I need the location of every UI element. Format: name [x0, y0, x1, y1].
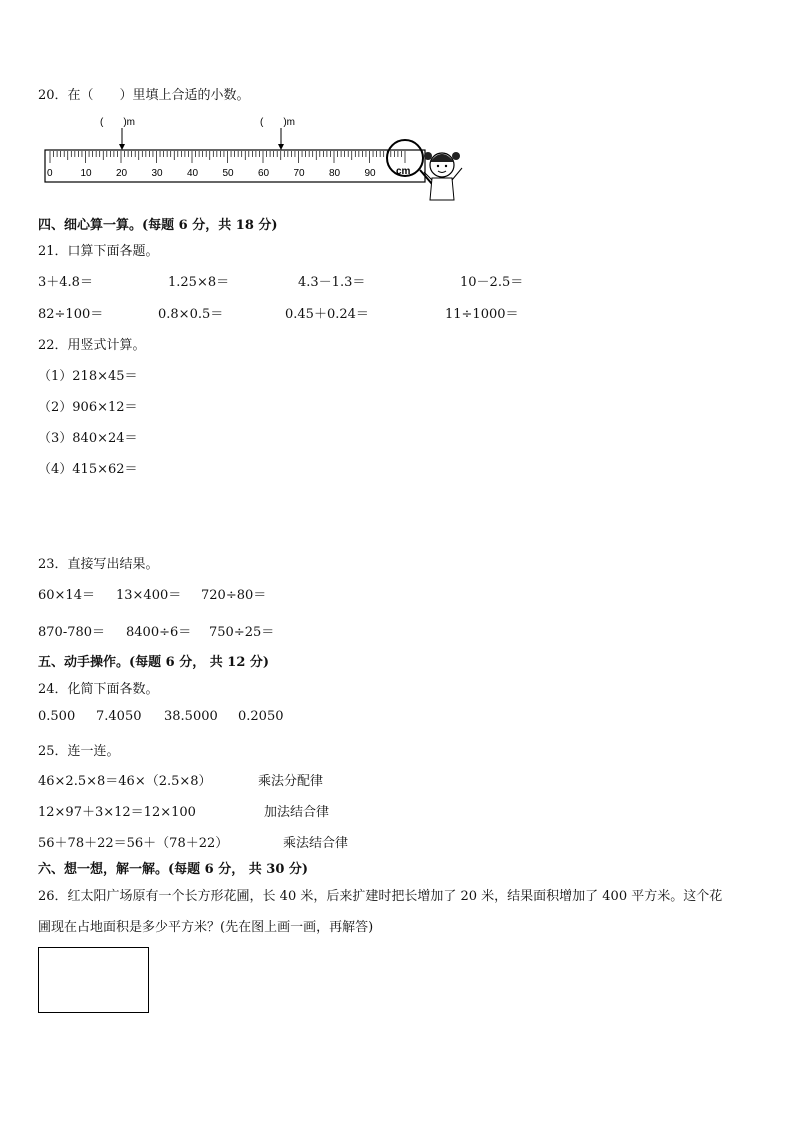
ruler-tick-label: 10: [80, 168, 92, 179]
q25-prompt: 25．连一连。: [38, 744, 120, 759]
q21-item: 0.8×0.5＝: [158, 307, 224, 322]
ruler-arrow-right-head: [278, 144, 284, 150]
q26-text-line2: 圃现在占地面积是多少平方米？(先在图上画一画，再解答): [38, 920, 374, 935]
q24-number: 7.4050: [96, 709, 142, 724]
girl-illustration: [424, 152, 462, 200]
q24-number: 0.2050: [238, 709, 284, 724]
q21-prompt: 21．口算下面各题。: [38, 244, 159, 259]
ruler-figure: [40, 110, 480, 205]
q24-prompt: 24．化简下面各数。: [38, 682, 159, 697]
q24-number: 38.5000: [164, 709, 218, 724]
q26-text-line1: 26．红太阳广场原有一个长方形花圃，长 40 米，后来扩建时把长增加了 20 米，结果面积增加了 400 平方米。这个花: [38, 889, 723, 904]
flowerbed-rectangle: [38, 947, 149, 1013]
q23-item: 60×14＝: [38, 588, 95, 603]
section5-heading: 五、动手操作。(每题 6 分， 共 12 分): [38, 655, 270, 670]
q21-item: 10－2.5＝: [460, 275, 524, 290]
q22-item: （2）906×12＝: [38, 400, 138, 415]
q25-right-item: 乘法结合律: [283, 836, 349, 851]
q23-item: 750÷25＝: [209, 625, 275, 640]
section4-heading: 四、细心算一算。(每题 6 分，共 18 分): [38, 218, 278, 233]
q25-left-item: 46×2.5×8＝46×（2.5×8）: [38, 774, 212, 789]
ruler-tick-label: 20: [116, 168, 128, 179]
q20-prompt: 20．在（ ）里填上合适的小数。: [38, 88, 250, 103]
ruler-unit: cm: [396, 166, 411, 177]
q23-prompt: 23．直接写出结果。: [38, 557, 159, 572]
q23-item: 13×400＝: [116, 588, 182, 603]
ruler-tick-label: 60: [258, 168, 270, 179]
q21-item: 4.3－1.3＝: [298, 275, 366, 290]
q21-item: 1.25×8＝: [168, 275, 230, 290]
q21-item: 11÷1000＝: [445, 307, 519, 322]
q25-right-item: 加法结合律: [264, 805, 330, 820]
ruler-tick-label: 50: [222, 168, 234, 179]
q24-number: 0.500: [38, 709, 76, 724]
ruler-tick-label: 70: [293, 168, 305, 179]
q23-item: 8400÷6＝: [126, 625, 192, 640]
q23-item: 720÷80＝: [201, 588, 267, 603]
ruler-blank-right: ( )m: [260, 117, 295, 128]
q21-item: 82÷100＝: [38, 307, 104, 322]
ruler-tick-label: 80: [329, 168, 341, 179]
ruler-tick-label: 30: [151, 168, 163, 179]
ruler-tick-label: 0: [47, 168, 53, 179]
section6-heading: 六、想一想，解一解。(每题 6 分， 共 30 分): [38, 862, 309, 877]
ruler-blank-left: ( )m: [100, 117, 135, 128]
q21-item: 3＋4.8＝: [38, 275, 93, 290]
q25-left-item: 12×97＋3×12＝12×100: [38, 805, 196, 820]
q22-item: （4）415×62＝: [38, 462, 138, 477]
q25-right-item: 乘法分配律: [258, 774, 324, 789]
q25-left-item: 56＋78＋22＝56＋（78＋22）: [38, 836, 229, 851]
q23-item: 870-780＝: [38, 625, 106, 640]
q22-item: （3）840×24＝: [38, 431, 138, 446]
q22-item: （1）218×45＝: [38, 369, 138, 384]
ruler-arrow-left-head: [119, 144, 125, 150]
ruler-tick-label: 40: [187, 168, 199, 179]
q22-prompt: 22．用竖式计算。: [38, 338, 146, 353]
q21-item: 0.45＋0.24＝: [285, 307, 369, 322]
ruler-tick-label: 90: [364, 168, 376, 179]
